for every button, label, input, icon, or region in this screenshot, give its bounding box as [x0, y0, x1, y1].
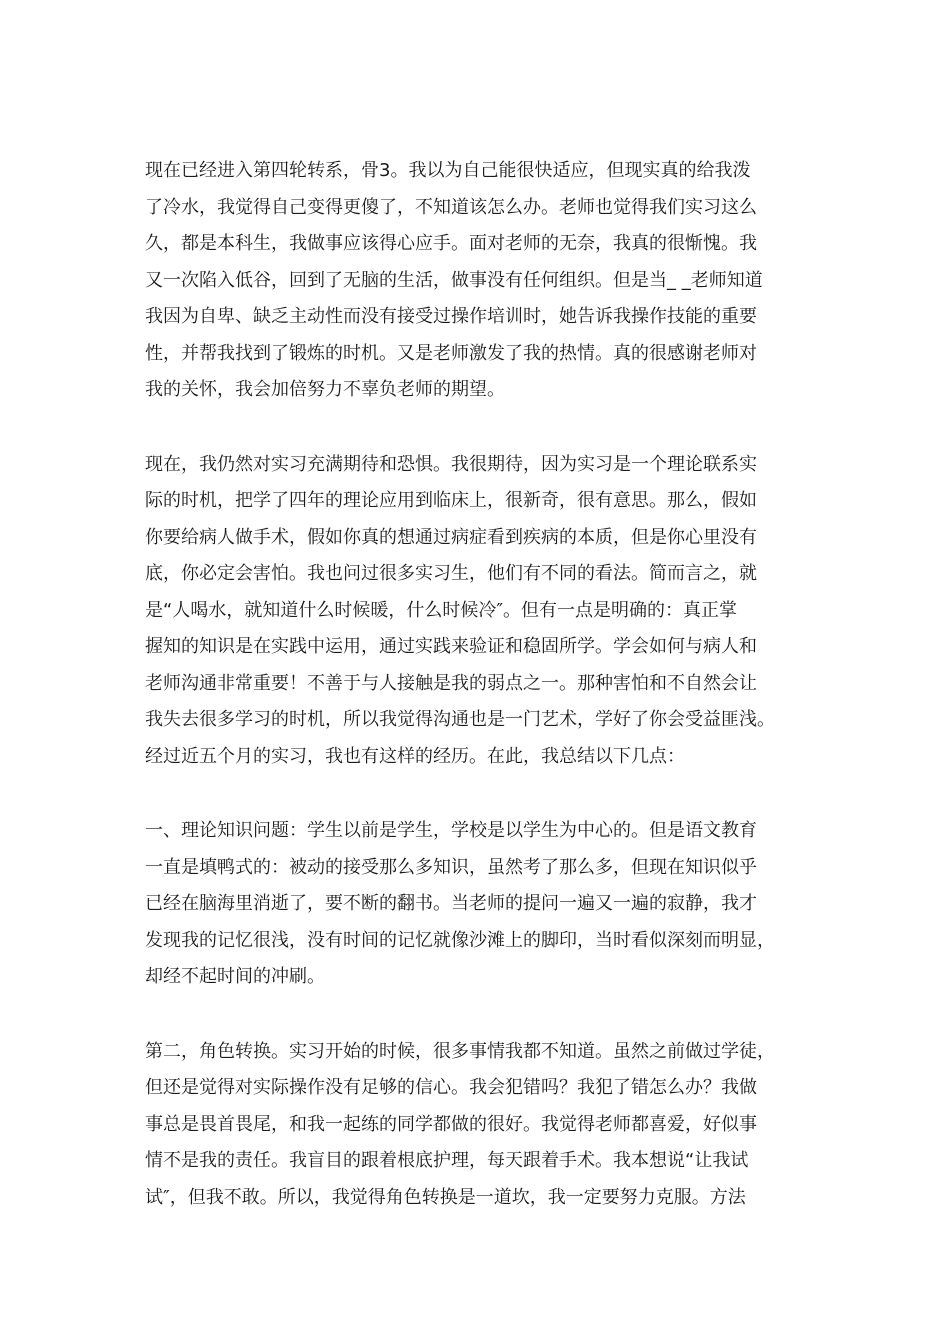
text-line: 现在已经进入第四轮转系，骨3。我以为自己能很快适应，但现实真的给我泼 — [145, 160, 751, 181]
text-line: 了冷水，我觉得自己变得更傻了，不知道该怎么办。老师也觉得我们实习这么 — [145, 196, 757, 218]
paragraph-4 — [145, 1034, 807, 1217]
paragraph-2 — [145, 447, 807, 776]
text-line: 你要给病人做手术，假如你真的想通过病症看到疾病的本质，但是你心里没有 — [145, 526, 757, 548]
text-line: 但还是觉得对实际操作没有足够的信心。我会犯错吗？我犯了错怎么办？我做 — [145, 1077, 757, 1098]
text-line: 久，都是本科生，我做事应该得心应手。面对老师的无奈，我真的很惭愧。我 — [145, 233, 757, 254]
text-line: 试″，但我不敢。所以，我觉得角色转换是一道坎，我一定要努力克服。方法 — [145, 1186, 746, 1208]
text-line: 是“人喝水，就知道什么时候暖，什么时候冷″。但有一点是明确的：真正掌 — [145, 599, 738, 621]
text-line: 又一次陷入低谷，回到了无脑的生活，做事没有任何组织。但是当_ _老师知道 — [145, 269, 763, 291]
text-line: 一直是填鸭式的：被动的接受那么多知识，虽然考了那么多，但现在知识似乎 — [145, 856, 757, 878]
text-line: 老师沟通非常重要！不善于与人接触是我的弱点之一。那种害怕和不自然会让 — [145, 672, 757, 694]
text-line: 发现我的记忆很浅，没有时间的记忆就像沙滩上的脚印，当时看似深刻而明显， — [145, 929, 775, 951]
text-line: 现在，我仍然对实习充满期待和恐惧。我很期待，因为实习是一个理论联系实 — [145, 453, 757, 475]
text-line: 经过近五个月的实习，我也有这样的经历。在此，我总结以下几点： — [145, 745, 685, 767]
paragraph-spacer — [145, 996, 807, 1034]
text-line: 底，你必定会害怕。我也问过很多实习生，他们有不同的看法。简而言之，就 — [145, 563, 757, 584]
text-line: 我失去很多学习的时机，所以我觉得沟通也是一门艺术，学好了你会受益匪浅。 — [145, 709, 775, 730]
paragraph-3 — [145, 813, 807, 996]
text-line: 我的关怀，我会加倍努力不辜负老师的期望。 — [145, 379, 505, 400]
paragraph-1 — [145, 153, 807, 409]
text-line: 我因为自卑、缺乏主动性而没有接受过操作培训时，她告诉我操作技能的重要 — [145, 306, 757, 327]
text-line: 际的时机，把学了四年的理论应用到临床上，很新奇，很有意思。那么，假如 — [145, 490, 757, 511]
text-line: 已经在脑海里消逝了，要不断的翻书。当老师的提问一遍又一遍的寂静，我才 — [145, 893, 757, 914]
text-line: 却经不起时间的冲刷。 — [145, 966, 325, 987]
text-line: 第二，角色转换。实习开始的时候，很多事情我都不知道。虽然之前做过学徒， — [145, 1040, 775, 1062]
text-line: 性，并帮我找到了锻炼的时机。又是老师激发了我的热情。真的很感谢老师对 — [145, 342, 757, 364]
paragraph-spacer — [145, 409, 807, 447]
text-line: 事总是畏首畏尾，和我一起练的同学都做的很好。我觉得老师都喜爱，好似事 — [145, 1113, 757, 1135]
text-line: 一、理论知识问题：学生以前是学生，学校是以学生为中心的。但是语文教育 — [145, 820, 757, 841]
text-line: 情不是我的责任。我盲目的跟着根底护理，每天跟着手术。我本想说“让我试 — [145, 1150, 749, 1171]
paragraph-spacer — [145, 775, 807, 813]
document-body — [145, 153, 807, 1216]
text-line: 握知的知识是在实践中运用，通过实践来验证和稳固所学。学会如何与病人和 — [145, 636, 757, 657]
